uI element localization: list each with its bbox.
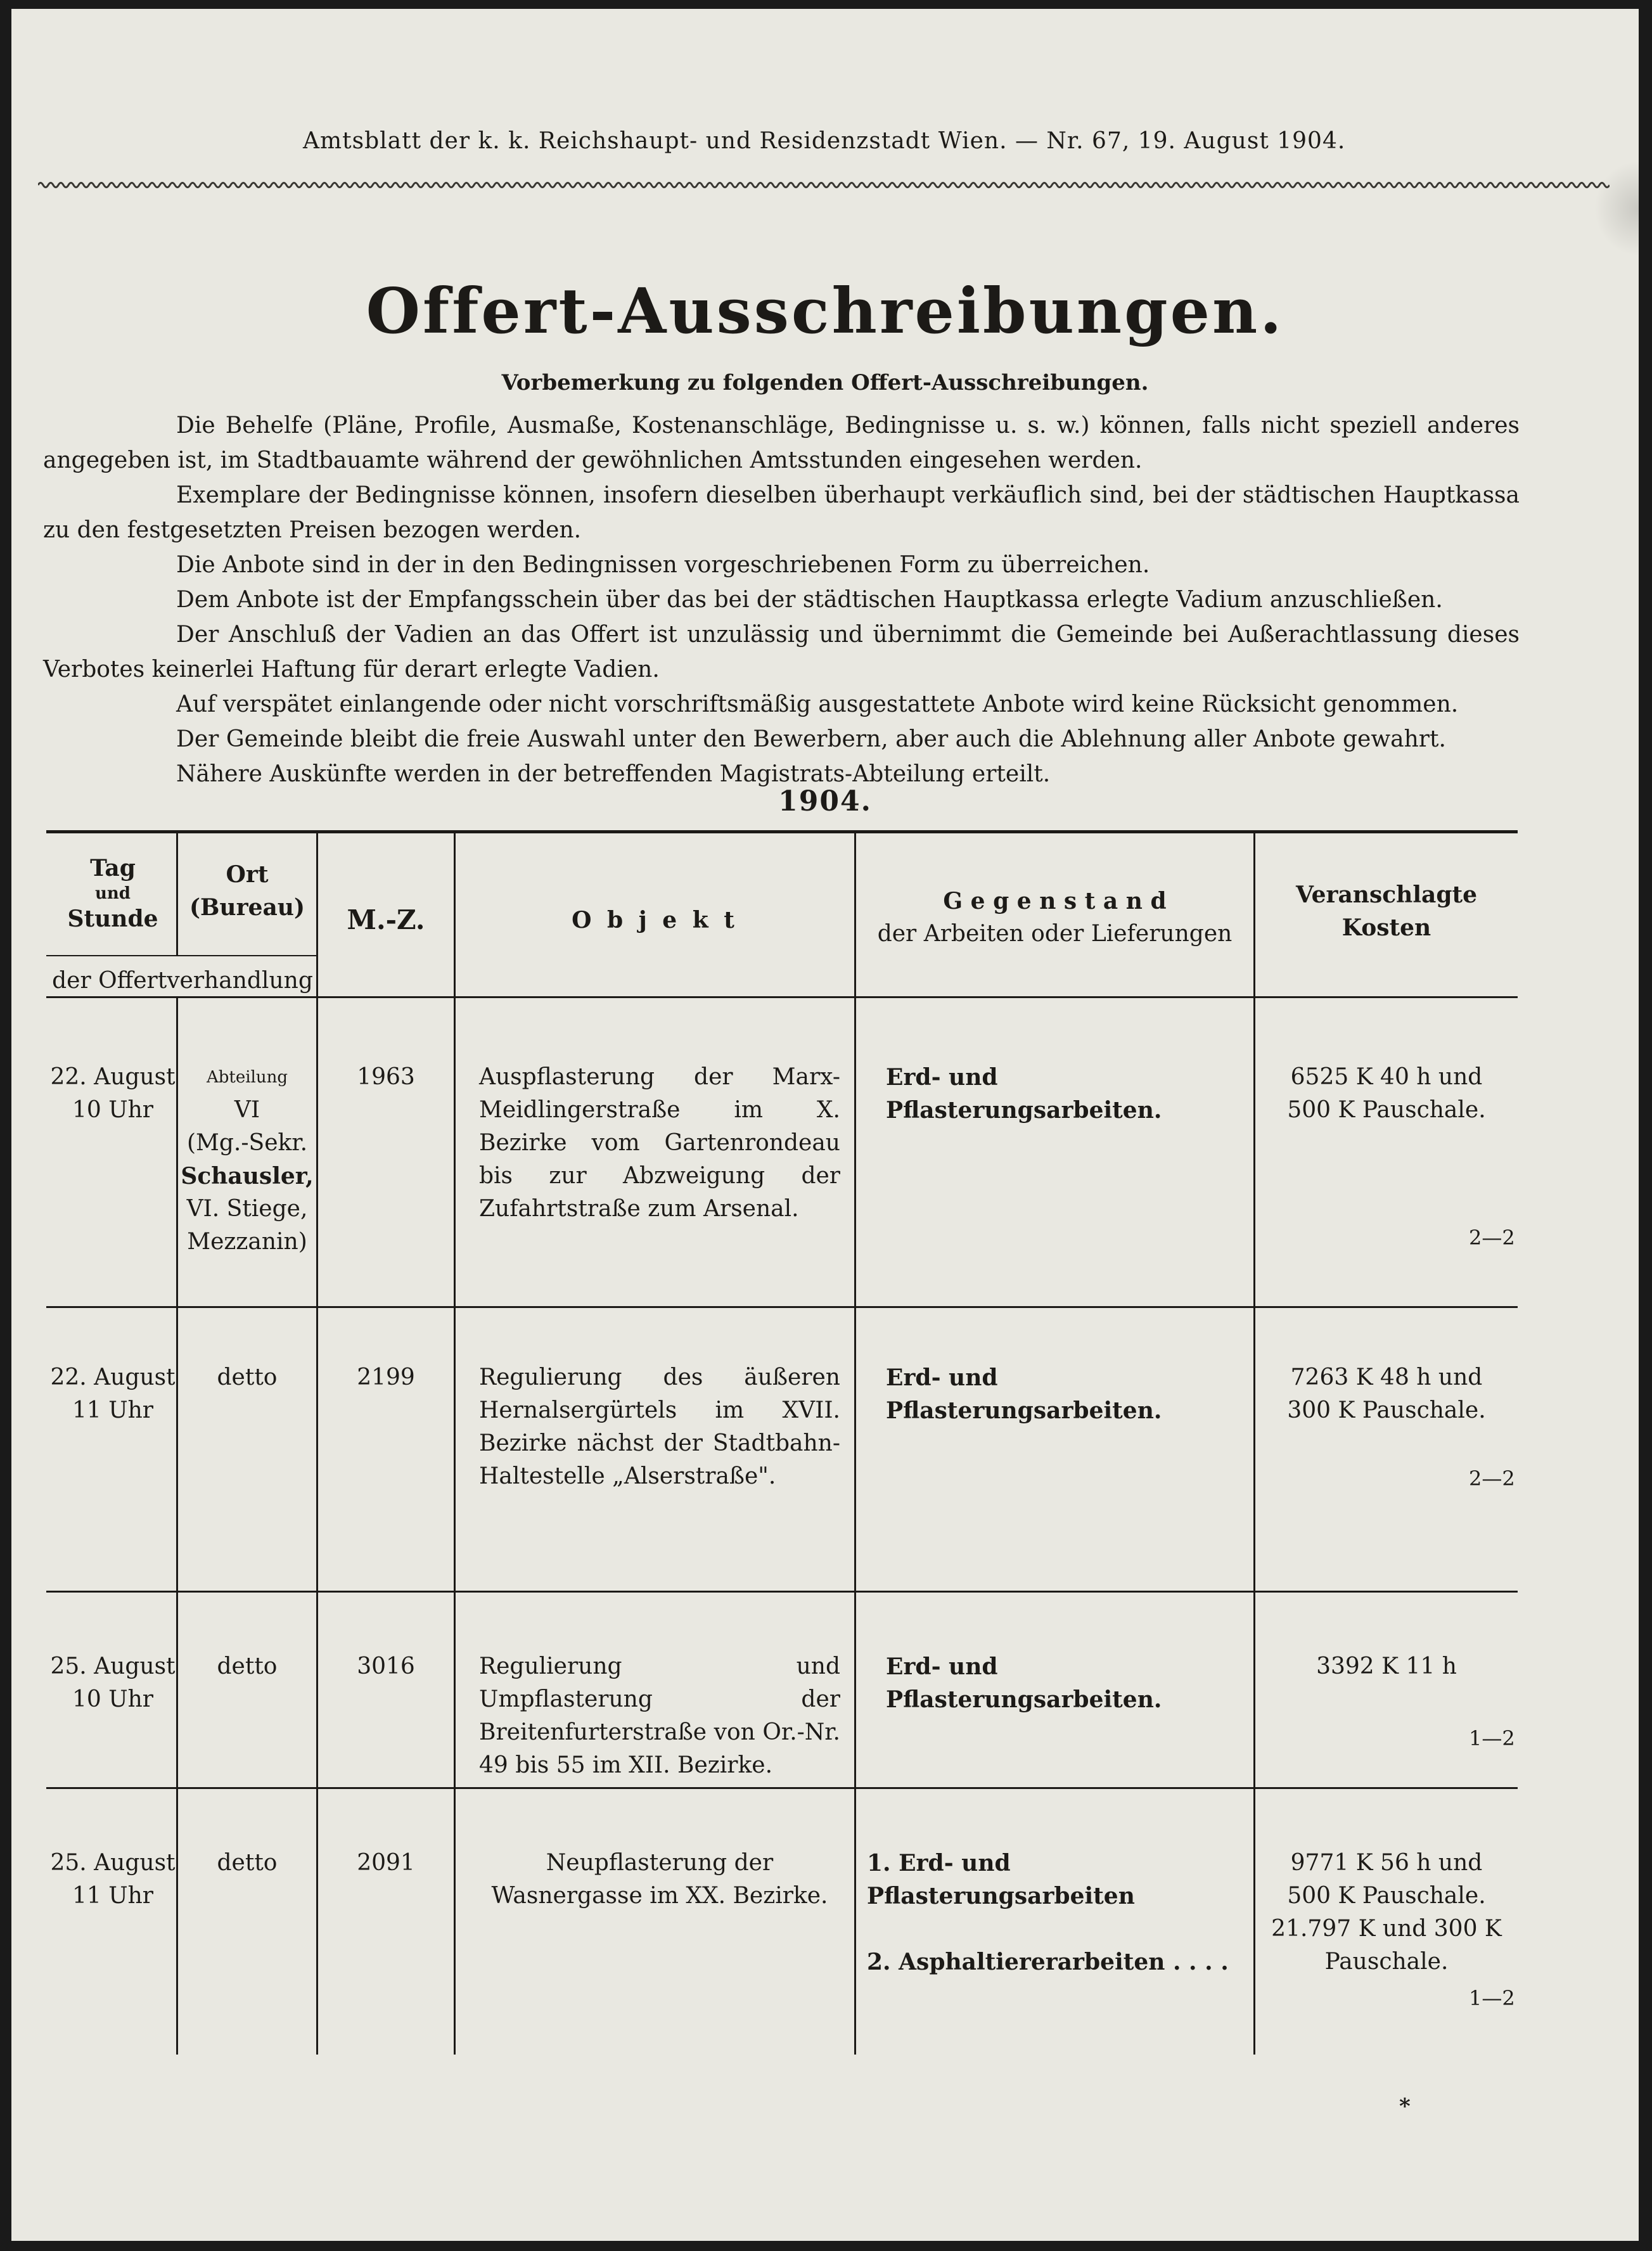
- row-office: Schausler,: [181, 1163, 314, 1190]
- row-date: 25. August: [50, 1850, 176, 1876]
- row-cost: 3392 K 11 h: [1316, 1653, 1457, 1679]
- table-row-kosten: [1255, 1361, 1518, 1427]
- table-row-kosten: [1255, 1061, 1518, 1127]
- header-gegenstand: [856, 885, 1253, 951]
- row-office: Abteilung: [206, 1068, 288, 1087]
- table-row-objekt: Regulierung des äußeren Hernalsergürtels im XVII. Bezirke nächst der Stadtbahn-Haltestelle „Alserstraße".: [479, 1364, 840, 1489]
- intro-paragraph: Exemplare der Bedingnisse können, insofern dieselben überhaupt verkäuflich sind, bei der städtischen Hauptkassa zu den festgesetzten Preisen bezogen werden.: [43, 482, 1520, 543]
- row-time: 10 Uhr: [72, 1686, 153, 1712]
- table-row-ort: detto: [217, 1850, 278, 1876]
- intro-paragraph: Die Behelfe (Pläne, Profile, Ausmaße, Kostenanschläge, Bedingnisse u. s. w.) können, falls nicht speziell anderes angegeben ist, im Stadtbauamte während der gewöhnlichen Amtsstunden eingesehen werden.: [43, 413, 1520, 473]
- row-reference: 2—2: [1469, 1466, 1515, 1491]
- header-ort: [178, 858, 316, 924]
- header-tag-stunde: Stunde: [67, 906, 158, 932]
- intro-paragraph: Auf verspätet einlangende oder nicht vorschriftsmäßig ausgestattete Anbote wird keine Rücksicht genommen.: [176, 691, 1459, 717]
- table-row-ort: detto: [217, 1364, 278, 1390]
- row-date: 25. August: [50, 1653, 176, 1679]
- row-reference: 1—2: [1469, 1726, 1515, 1750]
- page-subtitle: Vorbemerkung zu folgenden Offert-Ausschreibungen.: [501, 370, 1149, 395]
- page-edge-bleed: [1594, 161, 1639, 256]
- header-tag-und: und: [95, 884, 131, 903]
- page-title: Offert-Ausschreibungen.: [366, 275, 1284, 348]
- row-time: 10 Uhr: [72, 1097, 153, 1123]
- row-cost: 21.797 K und 300 K: [1271, 1916, 1502, 1942]
- table-top-rule: [46, 830, 1518, 833]
- row-item: 2. Asphaltiererarbeiten . . . .: [867, 1949, 1229, 1975]
- header-objekt: O b j e k t: [572, 907, 738, 933]
- row-reference: 1—2: [1469, 1986, 1515, 2010]
- header-tag: [49, 852, 176, 935]
- row-cost: 500 K Pauschale.: [1287, 1097, 1486, 1123]
- row-office: VI. Stiege,: [186, 1196, 308, 1222]
- table-row-gegenstand: Erd- und Pflasterungsarbeiten.: [886, 1064, 1162, 1124]
- row-divider: [46, 1306, 1518, 1308]
- footer-mark: *: [1399, 2094, 1411, 2119]
- row-office: Mezzanin): [187, 1229, 307, 1255]
- row-date: 22. August: [50, 1364, 176, 1390]
- row-cost: 300 K Pauschale.: [1287, 1397, 1486, 1423]
- intro-paragraph: Der Gemeinde bleibt die freie Auswahl unter den Bewerbern, aber auch die Ablehnung aller Anbote gewahrt.: [176, 726, 1446, 752]
- column-rule: [454, 833, 456, 2055]
- table-row-mz: 1963: [357, 1064, 415, 1090]
- running-header: Amtsblatt der k. k. Reichshaupt- und Residenzstadt Wien. — Nr. 67, 19. August 1904.: [303, 128, 1346, 154]
- row-date: 22. August: [50, 1064, 176, 1090]
- table-row-tag: [49, 1847, 176, 1913]
- table-row-mz: 2199: [357, 1364, 415, 1390]
- header-tag-label: Tag: [90, 855, 136, 882]
- header-subrule: [46, 955, 317, 956]
- header-mz: M.-Z.: [347, 904, 425, 935]
- column-rule: [854, 833, 856, 2055]
- table-row-kosten: [1255, 1847, 1518, 1978]
- header-gegenstand-label: G e g e n s t a n d: [943, 888, 1167, 914]
- row-cost: 7263 K 48 h und: [1290, 1364, 1483, 1390]
- table-row-ort: detto: [217, 1653, 278, 1679]
- table-row-gegenstand: [867, 1847, 1247, 1978]
- table-row-tag: [49, 1361, 176, 1427]
- row-cost: 9771 K 56 h und: [1290, 1850, 1483, 1876]
- table-row-kosten: [1255, 1650, 1518, 1683]
- table-row-mz: 3016: [357, 1653, 415, 1679]
- row-divider: [46, 1787, 1518, 1789]
- row-reference: 2—2: [1469, 1226, 1515, 1250]
- header-kosten-sub: Kosten: [1341, 914, 1431, 941]
- table-row-tag: [49, 1061, 176, 1127]
- table-row-tag: [49, 1650, 176, 1716]
- intro-paragraph: Die Anbote sind in der in den Bedingnissen vorgeschriebenen Form zu überreichen.: [176, 552, 1150, 578]
- table-row-objekt: Auspflasterung der Marx-Meidlingerstraße im X. Bezirke vom Gartenrondeau bis zur Abzweigung der Zufahrtstraße zum Arsenal.: [479, 1064, 840, 1222]
- row-cost: Pauschale.: [1324, 1949, 1449, 1975]
- wavy-rule: [38, 179, 1610, 191]
- header-offertverhandlung: der Offertverhandlung: [52, 968, 313, 994]
- row-office: VI: [234, 1097, 260, 1123]
- row-cost: 500 K Pauschale.: [1287, 1883, 1486, 1909]
- row-time: 11 Uhr: [72, 1883, 153, 1909]
- header-ort-bureau: (Bureau): [189, 894, 305, 921]
- header-kosten-label: Veranschlagte: [1295, 882, 1478, 908]
- table-row-objekt: Regulierung und Umpflasterung der Breitenfurterstraße von Or.-Nr. 49 bis 55 im XII. Bezirke.: [479, 1653, 840, 1778]
- table-row-mz: 2091: [357, 1850, 415, 1876]
- table-row-gegenstand: Erd- und Pflasterungsarbeiten.: [886, 1653, 1162, 1713]
- year-heading: 1904.: [778, 785, 872, 818]
- header-gegenstand-sub: der Arbeiten oder Lieferungen: [877, 921, 1233, 947]
- header-kosten: [1255, 878, 1518, 944]
- intro-paragraph: Dem Anbote ist der Empfangsschein über das bei der städtischen Hauptkassa erlegte Vadium anzuschließen.: [176, 587, 1443, 613]
- table-row-objekt: Neupflasterung der Wasnergasse im XX. Bezirke.: [491, 1850, 828, 1909]
- row-item: 1. Erd- und Pflasterungsarbeiten: [867, 1850, 1135, 1909]
- row-office: (Mg.-Sekr.: [186, 1130, 308, 1156]
- intro-text: [43, 408, 1520, 792]
- row-cost: 6525 K 40 h und: [1290, 1064, 1483, 1090]
- newspaper-page: [11, 9, 1639, 2241]
- row-divider: [46, 1591, 1518, 1593]
- row-time: 11 Uhr: [72, 1397, 153, 1423]
- table-row-ort: [178, 1061, 316, 1259]
- header-ort-label: Ort: [226, 861, 269, 888]
- intro-paragraph: Nähere Auskünfte werden in der betreffenden Magistrats-Abteilung erteilt.: [176, 761, 1051, 787]
- table-row-gegenstand: Erd- und Pflasterungsarbeiten.: [886, 1364, 1162, 1424]
- intro-paragraph: Der Anschluß der Vadien an das Offert ist unzulässig und übernimmt die Gemeinde bei Außerachtlassung dieses Verbotes keinerlei Haftung für derart erlegte Vadien.: [43, 622, 1520, 683]
